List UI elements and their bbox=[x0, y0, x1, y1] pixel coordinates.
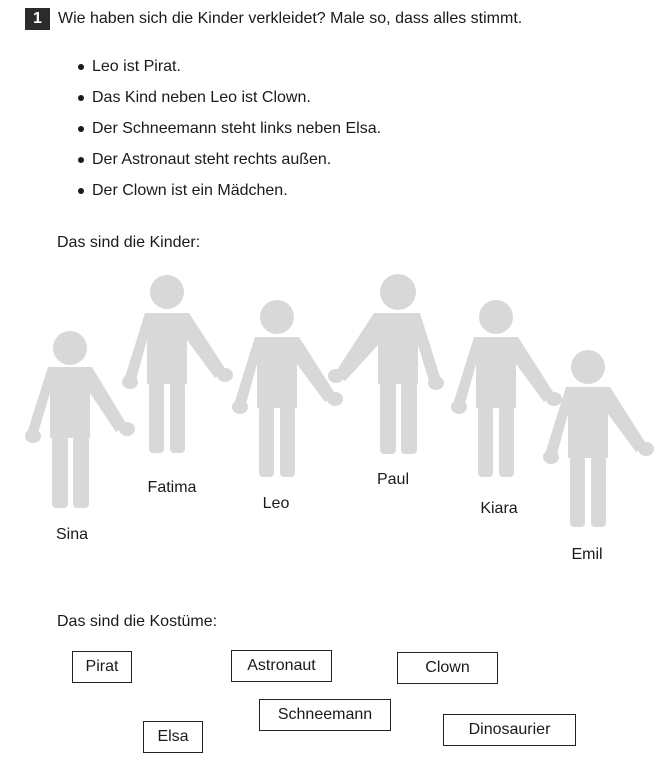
clue-item: Leo ist Pirat. bbox=[78, 54, 381, 85]
child-figure-leo[interactable] bbox=[232, 300, 343, 477]
clue-item: Der Astronaut steht rechts außen. bbox=[78, 147, 381, 178]
child-name-leo: Leo bbox=[262, 495, 290, 512]
child-figure-emil[interactable] bbox=[543, 350, 654, 527]
child-name-emil: Emil bbox=[571, 546, 603, 563]
child-figure-kiara[interactable] bbox=[451, 300, 562, 477]
child-name-sina: Sina bbox=[55, 526, 89, 543]
task-header bbox=[25, 7, 522, 31]
child-figure-fatima[interactable] bbox=[122, 275, 233, 453]
child-name-paul: Paul bbox=[376, 471, 410, 488]
costume-card-schneemann[interactable]: Schneemann bbox=[259, 699, 391, 731]
child-figure-sina[interactable] bbox=[25, 331, 135, 508]
children-section-title: Das sind die Kinder: bbox=[57, 234, 201, 251]
child-name-fatima: Fatima bbox=[147, 479, 197, 496]
costume-card-elsa[interactable]: Elsa bbox=[143, 721, 203, 753]
clue-item: Der Schneemann steht links neben Elsa. bbox=[78, 116, 381, 147]
child-figure-paul[interactable] bbox=[328, 274, 444, 454]
costume-card-astronaut[interactable]: Astronaut bbox=[231, 650, 332, 682]
task-number-badge: 1 bbox=[25, 8, 50, 30]
clue-list bbox=[78, 54, 381, 209]
costumes-section-title: Das sind die Kostüme: bbox=[57, 613, 218, 630]
clue-item: Das Kind neben Leo ist Clown. bbox=[78, 85, 381, 116]
costume-card-pirat[interactable]: Pirat bbox=[72, 651, 132, 683]
clue-item: Der Clown ist ein Mädchen. bbox=[78, 178, 381, 209]
costume-card-dinosaurier[interactable]: Dinosaurier bbox=[443, 714, 576, 746]
child-name-kiara: Kiara bbox=[480, 500, 518, 517]
costume-card-clown[interactable]: Clown bbox=[397, 652, 498, 684]
task-instruction: Wie haben sich die Kinder verkleidet? Male so, dass alles stimmt. bbox=[58, 10, 523, 27]
